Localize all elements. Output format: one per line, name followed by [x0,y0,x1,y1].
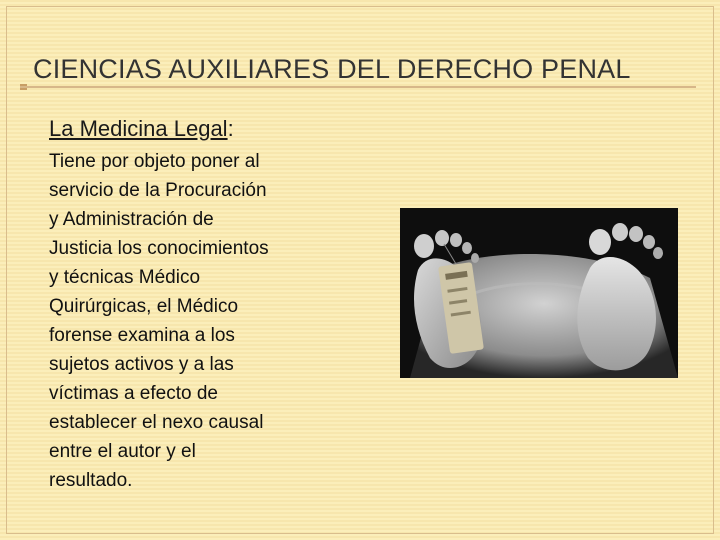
body-line: Quirúrgicas, el Médico [49,296,239,317]
subtitle-colon: : [227,116,234,141]
body-line: establecer el nexo causal [49,412,264,433]
body-line: resultado. [49,470,133,491]
feet-toe-tag-photo [400,208,678,378]
body-line: sujetos activos y a las [49,354,234,375]
title-rule [20,86,696,88]
body-line: servicio de la Procuración [49,180,267,201]
body-line: forense examina a los [49,325,235,346]
body-paragraph [49,147,349,495]
subtitle-text: La Medicina Legal [49,116,228,141]
body-line: Tiene por objeto poner al [49,151,260,172]
body-line: Justicia los conocimientos [49,238,269,259]
subtitle [49,116,234,142]
body-line: víctimas a efecto de [49,383,218,404]
photo-illustration [400,208,678,378]
body-line: y Administración de [49,209,214,230]
body-line: entre el autor y el [49,441,196,462]
slide-title: CIENCIAS AUXILIARES DEL DERECHO PENAL [33,54,631,84]
body-line: y técnicas Médico [49,267,201,288]
